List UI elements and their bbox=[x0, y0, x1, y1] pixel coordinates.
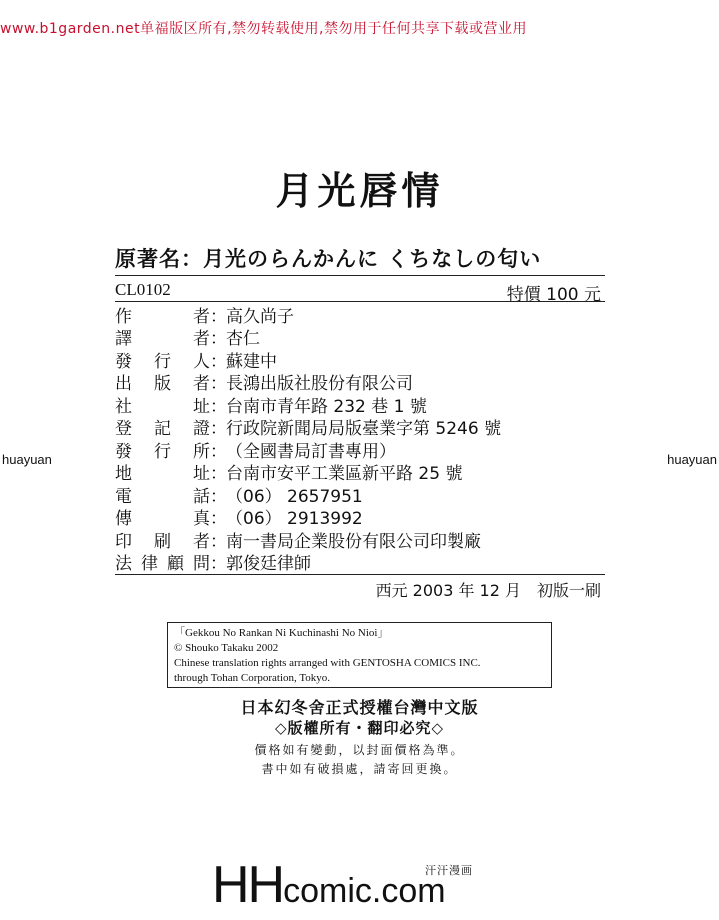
credit-row: 社 址 ： 台南市青年路 232 巷 1 號 bbox=[115, 393, 605, 416]
copyright-line: Chinese translation rights arranged with GENTOSHA COMICS INC. bbox=[174, 657, 481, 669]
credit-value: （06） 2913992 bbox=[226, 509, 363, 530]
credit-row: 譯 者 ： 杏仁 bbox=[115, 326, 605, 349]
credit-value: 台南市青年路 232 巷 1 號 bbox=[226, 396, 427, 417]
edition-date: 西元 2003 年 12 月 初版一刷 bbox=[375, 581, 601, 600]
credit-value: 台南市安平工業區新平路 25 號 bbox=[226, 464, 463, 485]
rights-notice: ◇版權所有・翻印必究◇ bbox=[274, 719, 445, 737]
copyright-line: 「Gekkou No Rankan Ni Kuchinashi No Nioi」 bbox=[174, 627, 389, 639]
credit-row: 發 行 人 ： 蘇建中 bbox=[115, 348, 605, 371]
credit-label: 作 者 bbox=[115, 306, 210, 327]
credit-row: 作 者 ： 高久尚子 bbox=[115, 303, 605, 326]
credit-row: 出 版 者 ： 長鴻出版社股份有限公司 bbox=[115, 371, 605, 394]
credit-value: 南一書局企業股份有限公司印製廠 bbox=[226, 531, 481, 552]
price: 特價 100 元 bbox=[506, 285, 601, 305]
credit-value: （全國書局訂書專用） bbox=[226, 441, 396, 462]
credit-label: 法 律 顧 問 bbox=[115, 554, 210, 575]
watermark-banner: www.b1garden.net单福版区所有,禁勿转载使用,禁勿用于任何共享下载或营业用 bbox=[0, 21, 527, 37]
price-note: 價格如有變動，以封面價格為準。 bbox=[254, 743, 465, 757]
book-title: 月光唇情 bbox=[275, 169, 444, 213]
book-code: CL0102 bbox=[115, 280, 171, 299]
site-logo bbox=[212, 855, 446, 915]
side-watermark-right: huayuan bbox=[667, 452, 717, 467]
credit-label: 發 行 所 bbox=[115, 441, 210, 462]
credit-label: 出 版 者 bbox=[115, 374, 210, 395]
credit-label: 傳 真 bbox=[115, 509, 210, 530]
credit-label: 地 址 bbox=[115, 464, 210, 485]
credit-label: 社 址 bbox=[115, 396, 210, 417]
damage-note: 書中如有破損處，請寄回更換。 bbox=[261, 762, 458, 776]
logo-chinese: 汗汗漫画 bbox=[425, 864, 473, 877]
logo-hh: HH bbox=[212, 856, 284, 914]
credit-row: 地 址 ： 台南市安平工業區新平路 25 號 bbox=[115, 461, 605, 484]
credit-row: 印 刷 者 ： 南一書局企業股份有限公司印製廠 bbox=[115, 528, 605, 551]
credit-value: 蘇建中 bbox=[226, 351, 277, 372]
credit-label: 發 行 人 bbox=[115, 351, 210, 372]
credit-value: 高久尚子 bbox=[226, 306, 294, 327]
credit-label: 印 刷 者 bbox=[115, 531, 210, 552]
credit-row: 電 話 ： （06） 2657951 bbox=[115, 483, 605, 506]
divider bbox=[115, 275, 605, 276]
copyright-line: through Tohan Corporation, Tokyo. bbox=[174, 672, 331, 684]
credit-row: 法 律 顧 問 ： 郭俊廷律師 bbox=[115, 551, 605, 574]
credit-label: 譯 者 bbox=[115, 329, 210, 350]
credits-list bbox=[115, 303, 605, 573]
credit-value: 行政院新聞局局版臺業字第 5246 號 bbox=[226, 419, 502, 440]
credit-value: 長鴻出版社股份有限公司 bbox=[226, 374, 413, 395]
credit-label: 電 話 bbox=[115, 486, 210, 507]
copyright-box bbox=[167, 622, 552, 688]
side-watermark-left: huayuan bbox=[2, 452, 52, 467]
copyright-line: © Shouko Takaku 2002 bbox=[174, 642, 279, 654]
credit-value: （06） 2657951 bbox=[226, 486, 363, 507]
credit-label: 登 記 證 bbox=[115, 419, 210, 440]
credit-row: 發 行 所 ： （全國書局訂書專用） bbox=[115, 438, 605, 461]
divider bbox=[115, 574, 605, 575]
credit-value: 郭俊廷律師 bbox=[226, 554, 311, 575]
authorization-text: 日本幻冬舍正式授權台灣中文版 bbox=[240, 698, 479, 717]
credit-row: 登 記 證 ： 行政院新聞局局版臺業字第 5246 號 bbox=[115, 416, 605, 439]
original-title: 原著名：月光のらんかんに くちなしの匂い bbox=[115, 247, 542, 271]
logo-domain: comic.com bbox=[283, 872, 446, 910]
credit-value: 杏仁 bbox=[226, 329, 260, 350]
credit-row: 傳 真 ： （06） 2913992 bbox=[115, 506, 605, 529]
